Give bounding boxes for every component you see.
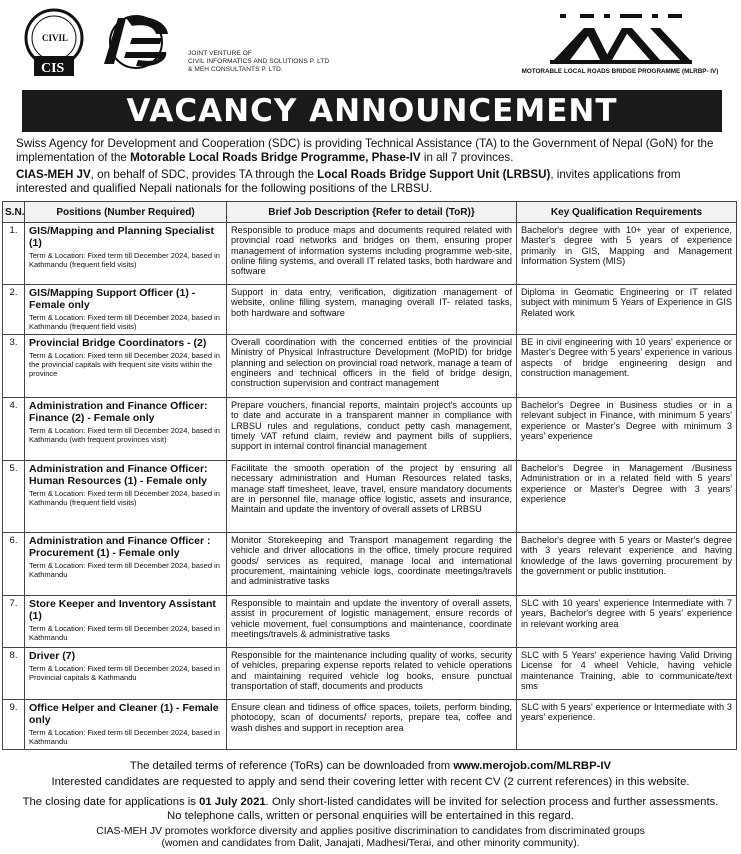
row-position <box>25 596 227 648</box>
jv-line: JOINT VENTURE OF <box>188 50 252 57</box>
row-description: Ensure clean and tidiness of office spaces, toilets, perform binding, photocopy, scan of documents/ reports, prepare tea, coffee and wash dishes and support in reception area <box>227 700 517 750</box>
row-description: Overall coordination with the concerned entities of the provincial Ministry of Physical Infrastructure Development (MoPID) for bridge planning and selection on provincial road network, manage a team of engineers and technical officers in the field of bridge design, construction supervision and contract management <box>227 335 517 398</box>
header-qualification: Key Qualification Requirements <box>517 202 737 223</box>
intro-text: Swiss Agency for Development and Cooperation (SDC) is providing Technical Assistance (TA) to the Government of Nepal (GoN) for the implementation of the <box>16 137 714 164</box>
position-title: Driver (7) <box>29 650 76 662</box>
row-description: Prepare vouchers, financial reports, maintain project's accounts up to date and accurate in a transparent manner in compliance with LRBSU rules and regulations, conduct petty cash management, timely VAT refund claim, review and payment bills of suppliers, support in internal control financial management <box>227 398 517 461</box>
vacancy-banner: VACANCY ANNOUNCEMENT <box>22 90 722 132</box>
row-qualification: Bachelor's Degree in Business studies or in a relevant subject in Finance, with minimum 5 years' experience or Master's Degree with minimum 3 years' experience <box>517 398 737 461</box>
row-description: Responsible to maintain and update the inventory of overall assets, assist in procurement of logistic management, ensure records of vehicle movement, fuel consumptions and maintenance, coordinate meetings/travels & administrative tasks <box>227 596 517 648</box>
row-description: Monitor Storekeeping and Transport management regarding the vehicle and driver allocations in the office, timely procure required goods/ services as required, manage local and international procurement, maintaining vehicle logs, coordinate meetings/travels and administrative tasks <box>227 533 517 596</box>
row-sn: 2. <box>3 285 25 335</box>
row-description: Responsible for the maintenance including quality of works, security of vehicles, preparing expense reports related to vehicle operations and maintaining required vehicle log books, ensure punctual transportation of staff, documents and products <box>227 648 517 700</box>
position-title: Administration and Finance Officer: Human Resources (1) - Female only <box>29 463 208 487</box>
footer-no-calls-line: No telephone calls, written or personal enquiries will be entertained in this regard. <box>167 810 574 822</box>
row-description: Facilitate the smooth operation of the project by ensuring all necessary administration and Human Resources related tasks, manage staff timesheet, leave, travel, ensure mandatory documents are in personnel file, manage office logistic, assets and insurance, Maintain and update the inventory of overall assets of LRBSU <box>227 461 517 533</box>
closing-date: 01 July 2021 <box>199 796 266 808</box>
footer-closing-line <box>0 795 741 809</box>
position-term: Term & Location: Fixed term till December 2024, based in Kathmandu <box>29 561 220 579</box>
vacancy-table <box>2 201 737 750</box>
row-qualification: Bachelor's degree with 5 years or Master's degree with 3 years relevant experience and having knowledge of the laws governing procurement by the government or public institution. <box>517 533 737 596</box>
row-sn: 3. <box>3 335 25 398</box>
header <box>0 0 741 92</box>
table-row <box>3 223 737 285</box>
row-sn: 5. <box>3 461 25 533</box>
mlrbp-bridge-logo <box>540 8 700 66</box>
jv-line: CIVIL INFORMATICS AND SOLUTIONS P. LTD <box>188 58 330 65</box>
intro-text: in all 7 provinces. <box>420 151 514 164</box>
table-row <box>3 648 737 700</box>
row-qualification: SLC with 5 Years' experience having Valid Driving License for 4 wheel Vehicle, having vehicle maintenance Training, able to communicate/text sms <box>517 648 737 700</box>
row-description: Support in data entry, verification, digitization management of website, online filling system, managing overall IT- related tasks, both hardware and software <box>227 285 517 335</box>
position-title: Office Helper and Cleaner (1) - Female only <box>29 702 219 726</box>
position-term: Term & Location: Fixed term till December 2024, based in Kathmandu <box>29 624 220 642</box>
row-position <box>25 648 227 700</box>
footer-text: The detailed terms of reference (ToRs) can be downloaded from <box>129 760 454 772</box>
meh-logo <box>96 12 176 72</box>
footer-text: . Only short-listed candidates will be invited for selection process and further assessments. <box>265 796 719 808</box>
table-row <box>3 596 737 648</box>
position-term: Term & Location: Fixed term till December 2024, based in Kathmandu (frequent field visits) <box>29 313 220 331</box>
jv-name: CIAS-MEH JV <box>16 168 91 181</box>
row-sn: 4. <box>3 398 25 461</box>
intro-paragraph-2 <box>16 168 728 196</box>
row-sn: 6. <box>3 533 25 596</box>
row-sn: 8. <box>3 648 25 700</box>
joint-venture-text <box>188 50 329 74</box>
row-qualification: Bachelor's Degree in Management /Business Administration or in a related field with 5 years' experience or Master's Degree with 3 years' experience <box>517 461 737 533</box>
cis-logo <box>22 8 86 80</box>
table-row <box>3 335 737 398</box>
row-qualification: Diploma in Geomatic Engineering or IT related subject with minimum 5 Years of Experience in GIS Related work <box>517 285 737 335</box>
intro-paragraph-1 <box>16 137 728 165</box>
row-qualification: SLC with 10 years' experience Intermediate with 7 years, Bachelor's degree with 5 years' experience in relevant working area <box>517 596 737 648</box>
position-title: Administration and Finance Officer: Finance (2) - Female only <box>29 400 208 424</box>
row-description: Responsible to produce maps and documents required related with provincial road networks and bridges on them, ensuring proper management of information systems including programme web-site, online filing systems, and overall IT related tasks, both hardware and software <box>227 223 517 285</box>
row-qualification: BE in civil engineering with 10 years' experience or Master's Degree with 5 years' experience in various aspects of bridge engineering design and construction management. <box>517 335 737 398</box>
position-title: Provincial Bridge Coordinators - (2) <box>29 337 207 349</box>
header-positions: Positions (Number Required) <box>25 202 227 223</box>
footer-apply-line: Interested candidates are requested to apply and send their covering letter with recent CV (2 current references) in this website. <box>51 776 690 788</box>
jv-line: & MEH CONSULTANTS P. LTD. <box>188 66 283 73</box>
position-term: Term & Location: Fixed term till December 2024, based in Kathmandu (with frequent provinces visit) <box>29 426 220 444</box>
position-title: GIS/Mapping and Planning Specialist (1) <box>29 225 214 249</box>
footer-diversity-groups-line: (women and candidates from Dalit, Janajati, Madhesi/Terai, and other minority community). <box>161 838 580 849</box>
position-title: Administration and Finance Officer : Procurement (1) - Female only <box>29 535 211 559</box>
table-row <box>3 700 737 750</box>
table-row <box>3 533 737 596</box>
intro-text: , invites applications from interested and qualified Nepali nationals for the following positions of the LRBSU. <box>16 168 681 195</box>
position-title: Store Keeper and Inventory Assistant (1) <box>29 598 216 622</box>
cis-logo-cis-text: CIS <box>41 61 65 76</box>
row-position <box>25 223 227 285</box>
row-position <box>25 285 227 335</box>
row-qualification: SLC with 5 years' experience or Intermediate with 3 years' experience. <box>517 700 737 750</box>
row-qualification: Bachelor's degree with 10+ year of experience, Master's degree with 5 years of experience primarily in GIS, Mapping and Management Information System (MIS) <box>517 223 737 285</box>
support-unit-name: Local Roads Bridge Support Unit (LRBSU) <box>317 168 551 181</box>
row-sn: 1. <box>3 223 25 285</box>
table-row <box>3 398 737 461</box>
programme-name: Motorable Local Roads Bridge Programme, Phase-IV <box>130 151 421 164</box>
row-position <box>25 398 227 461</box>
position-term: Term & Location: Fixed term till December 2024, based in Kathmandu (frequent field visits) <box>29 251 220 269</box>
row-sn: 7. <box>3 596 25 648</box>
header-sn: S.N. <box>3 202 25 223</box>
programme-label: MOTORABLE LOCAL ROADS BRIDGE PROGRAMME (MLRBP- IV) <box>521 68 719 75</box>
footer-text: The closing date for applications is <box>22 796 200 808</box>
intro-text: , on behalf of SDC, provides TA through the <box>90 168 318 181</box>
table-header-row <box>3 202 737 223</box>
footer-tor-line <box>0 759 741 773</box>
cis-logo-civil-text: CIVIL <box>42 33 69 43</box>
header-job-description: Brief Job Description {Refer to detail (ToR)} <box>227 202 517 223</box>
position-term: Term & Location: Fixed term till December 2024, based in the provincial capitals with frequent site visits within the province <box>29 351 220 378</box>
row-position <box>25 461 227 533</box>
row-position <box>25 335 227 398</box>
position-term: Term & Location: Fixed term till December 2024, based in Kathmandu <box>29 728 220 746</box>
position-term: Term & Location: Fixed term till December 2024, based in Provincial capitals & Kathmandu <box>29 664 220 682</box>
position-title: GIS/Mapping Support Officer (1) - Female only <box>29 287 196 311</box>
table-row <box>3 461 737 533</box>
row-sn: 9. <box>3 700 25 750</box>
position-term: Term & Location: Fixed term till December 2024, based in Kathmandu (frequent field visits) <box>29 489 220 507</box>
row-position <box>25 700 227 750</box>
table-row <box>3 285 737 335</box>
tor-download-link[interactable]: www.merojob.com/MLRBP-IV <box>453 760 612 772</box>
footer-diversity-line: CIAS-MEH JV promotes workforce diversity and applies positive discrimination to candidates from discriminated groups <box>96 826 645 837</box>
row-position <box>25 533 227 596</box>
